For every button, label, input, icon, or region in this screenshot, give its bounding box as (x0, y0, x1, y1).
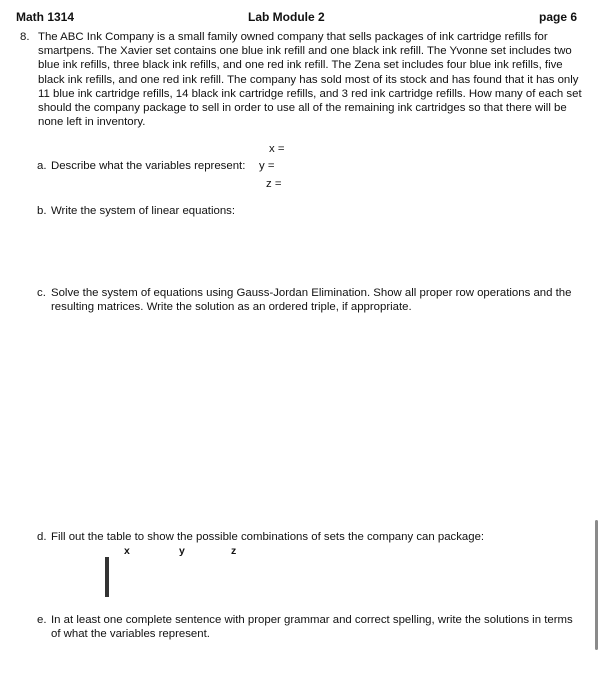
table-row (106, 571, 109, 584)
module-title: Lab Module 2 (248, 10, 325, 24)
table-row (106, 558, 109, 571)
part-d-label: d. (37, 531, 47, 543)
part-c-text: Solve the system of equations using Gauss-Jordan Elimination. Show all proper row operations and the resulting matrices. Write the solution as an ordered triple, if appropriate. (51, 287, 572, 314)
part-e (37, 613, 577, 641)
column-header-x: x (124, 545, 130, 557)
problem-text: The ABC Ink Company is a small family owned company that sells packages of ink cartridge refills for smartpens. The Xavier set contains one blue ink refill and one black ink refill. The Yvonne set includes two blue ink refills, three black ink refills, and one red ink refill. The Zena set includes four blue ink refills, five black ink refills, and one red ink refill. The company has sold most of its stock and has found that it has only 11 blue ink cartridge refills, 14 black ink cartridge refills, and 3 red ink cartridge refills. How many of each set should the company package to sell in order to use all of the remaining ink cartridges so that there will be none left in inventory. (38, 31, 582, 129)
part-a-label: a. (37, 160, 47, 172)
scrollbar[interactable] (595, 520, 598, 650)
part-b-text: Write the system of linear equations: (51, 205, 236, 217)
combinations-table (105, 557, 109, 597)
part-d-text: Fill out the table to show the possible combinations of sets the company can package: (51, 531, 485, 543)
variable-z: z = (266, 178, 282, 190)
variable-y: y = (259, 160, 275, 172)
part-a-text: Describe what the variables represent: (51, 160, 246, 172)
column-header-z: z (231, 545, 237, 557)
part-a (37, 159, 577, 173)
part-c (37, 286, 577, 314)
page-number: page 6 (539, 10, 578, 24)
part-c-label: c. (37, 287, 46, 299)
part-e-text: In at least one complete sentence with proper grammar and correct spelling, write the solutions in terms of what the variables represent. (51, 614, 573, 641)
problem-number: 8. (20, 31, 30, 43)
column-header-y: y (179, 545, 185, 557)
table-cell[interactable] (108, 584, 109, 597)
part-e-label: e. (37, 614, 47, 626)
table-cell[interactable] (108, 558, 109, 571)
part-b-label: b. (37, 205, 47, 217)
variable-x: x = (269, 143, 285, 155)
problem-8 (20, 30, 588, 129)
part-b (37, 204, 577, 218)
table-cell[interactable] (108, 571, 109, 584)
table-row (106, 584, 109, 597)
course-title: Math 1314 (16, 10, 75, 24)
part-d (37, 530, 577, 544)
